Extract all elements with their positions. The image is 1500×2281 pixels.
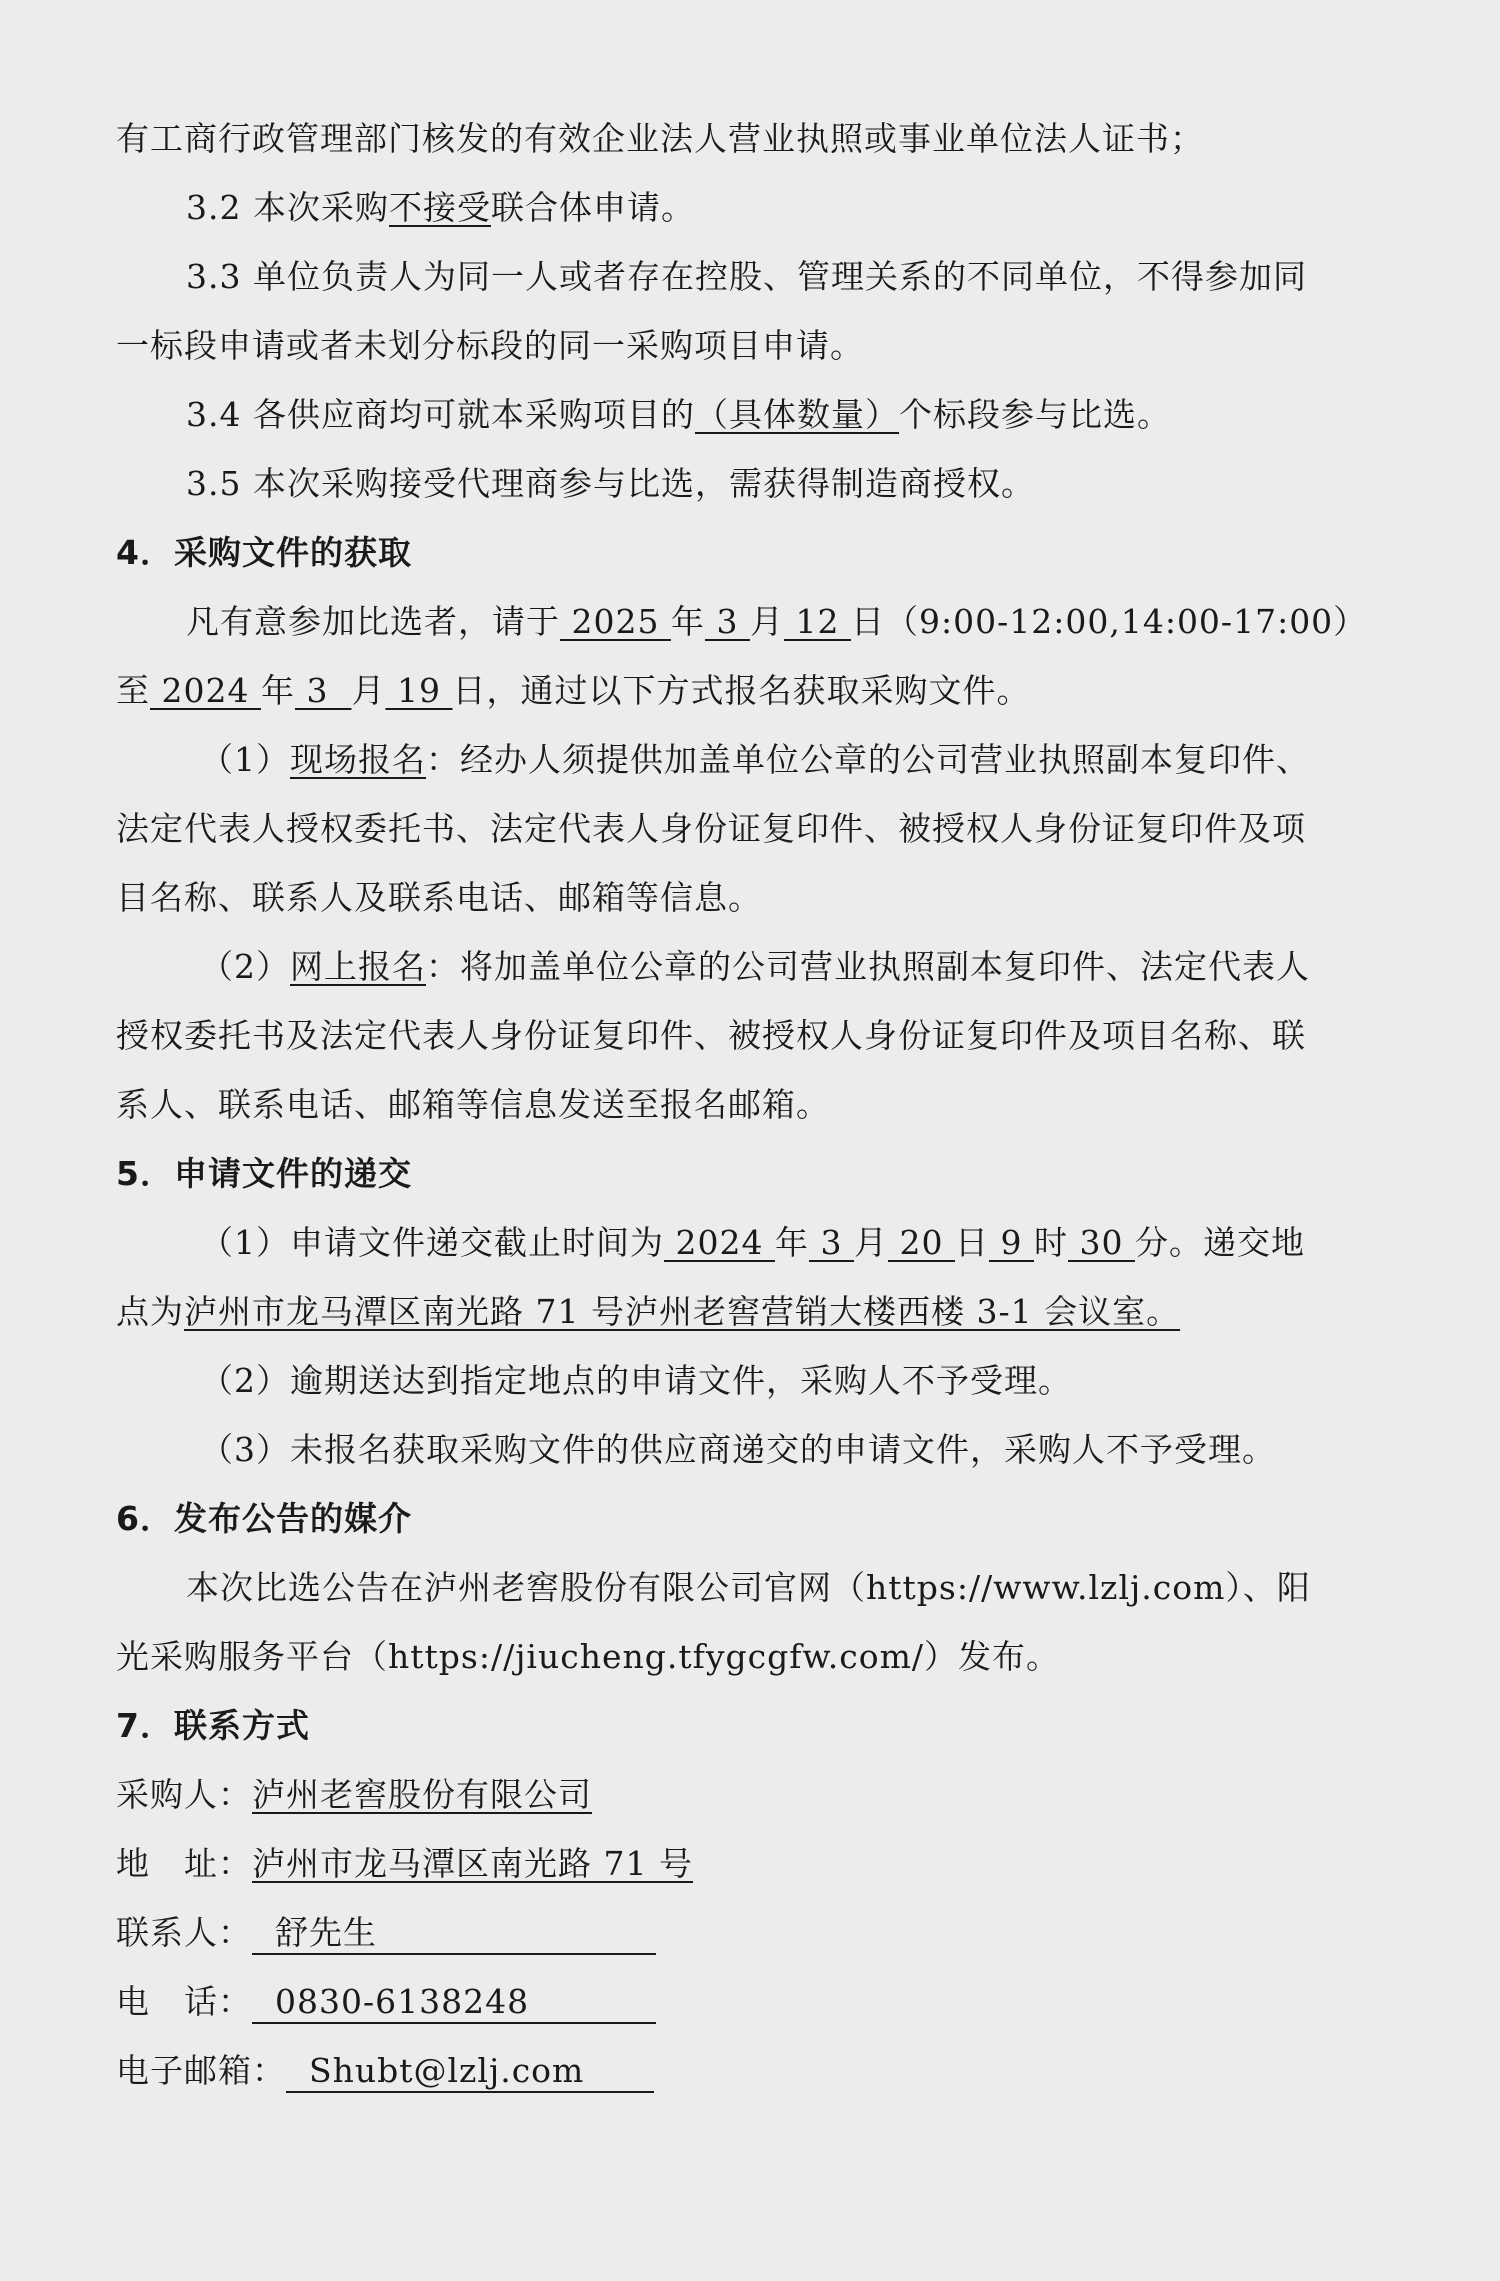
onsite-text: ：经办人须提供加盖单位公章的公司营业执照副本复印件、 [426, 740, 1310, 779]
clause-3-3-line1: 3.3 单位负责人为同一人或者存在控股、管理关系的不同单位，不得参加同 [186, 257, 1307, 296]
email-value: Shubt@lzlj.com [308, 2051, 585, 2090]
deadline-hour-unit: 时 [1033, 1223, 1068, 1262]
sec4-end-year [150, 671, 261, 710]
clause-3-4-text: 3.4 各供应商均可就本采购项目的 [186, 395, 695, 434]
phone-blank [252, 1982, 656, 2024]
section-5-unregistered: （3）未报名获取采购文件的供应商递交的申请文件，采购人不予受理。 [200, 1430, 1276, 1469]
contact-person-value: 舒先生 [274, 1913, 377, 1952]
sec4-l2-text: 至 [116, 671, 150, 710]
deadline-year [664, 1223, 775, 1262]
contact-address [116, 1829, 1386, 1898]
online-label: 网上报名 [290, 947, 426, 986]
onsite-registration-line3: 目名称、联系人及联系电话、邮箱等信息。 [116, 878, 762, 917]
deadline-day-value: 20 [899, 1223, 944, 1262]
sec4-end-day-value: 19 [396, 671, 441, 710]
sec4-end-month-unit: 月 [351, 671, 386, 710]
online-registration-line3: 系人、联系电话、邮箱等信息发送至报名邮箱。 [116, 1085, 830, 1124]
deadline-hour [989, 1223, 1034, 1262]
deadline-year-value: 2024 [675, 1223, 764, 1262]
deadline-tail: 分。递交地 [1134, 1223, 1305, 1262]
deadline-month-value: 3 [820, 1223, 843, 1262]
phone-value: 0830-6138248 [274, 1982, 530, 2021]
section-4-heading: 4．采购文件的获取 [116, 533, 412, 572]
clause-3-3-line2: 一标段申请或者未划分标段的同一采购项目申请。 [116, 326, 864, 365]
buyer-label: 采购人： [116, 1775, 252, 1814]
clause-3-2 [116, 173, 1386, 242]
location-prefix: 点为 [116, 1292, 184, 1331]
clause-3-4-underlined: （具体数量） [694, 395, 899, 434]
section-5-deadline-line2 [116, 1277, 1386, 1346]
phone-label: 电 话： [116, 1982, 252, 2021]
onsite-number: （1） [200, 740, 290, 779]
intro-line: 有工商行政管理部门核发的有效企业法人营业执照或事业单位法人证书； [116, 119, 1204, 158]
sec4-end-month-value: 3 [306, 671, 329, 710]
email-blank [286, 2051, 654, 2093]
sec4-start-day [784, 602, 851, 641]
clause-3-2-text: 3.2 本次采购 [186, 188, 389, 227]
section-6-line1: 本次比选公告在泸州老窖股份有限公司官网（https://www.lzlj.com）、阳 [186, 1568, 1311, 1607]
sec4-month-unit: 月 [749, 602, 784, 641]
sec4-start-day-value: 12 [795, 602, 840, 641]
deadline-minute [1068, 1223, 1135, 1262]
address-value: 泸州市龙马潭区南光路 71 号 [252, 1844, 693, 1883]
deadline-hour-value: 9 [1000, 1223, 1023, 1262]
contact-person-label: 联系人： [116, 1913, 252, 1952]
sec4-hours: 日（9:00-12:00,14:00-17:00） [850, 602, 1368, 641]
email-label: 电子邮箱： [116, 2051, 286, 2090]
sec4-end-month [295, 671, 351, 710]
section-5-heading: 5．申请文件的递交 [116, 1154, 412, 1193]
online-registration-line2: 授权委托书及法定代表人身份证复印件、被授权人身份证复印件及项目名称、联 [116, 1016, 1306, 1055]
deadline-minute-value: 30 [1079, 1223, 1124, 1262]
contact-buyer [116, 1760, 1386, 1829]
section-7-heading: 7．联系方式 [116, 1706, 310, 1745]
onsite-registration-line1 [116, 725, 1386, 794]
contact-phone [116, 1967, 1386, 2036]
buyer-value: 泸州老窖股份有限公司 [252, 1775, 592, 1814]
onsite-label: 现场报名 [290, 740, 426, 779]
sec4-start-year [560, 602, 671, 641]
online-text: ：将加盖单位公章的公司营业执照副本复印件、法定代表人 [426, 947, 1310, 986]
sec4-end-year-value: 2024 [161, 671, 250, 710]
sec4-l2-tail: 日，通过以下方式报名获取采购文件。 [452, 671, 1031, 710]
sec4-start-year-value: 2025 [571, 602, 660, 641]
submission-location: 泸州市龙马潭区南光路 71 号泸州老窖营销大楼西楼 3-1 会议室。 [184, 1292, 1181, 1331]
address-label: 地 址： [116, 1844, 252, 1883]
sec4-end-day [385, 671, 452, 710]
onsite-registration-line2: 法定代表人授权委托书、法定代表人身份证复印件、被授权人身份证复印件及项 [116, 809, 1306, 848]
sec4-year-unit: 年 [670, 602, 705, 641]
contact-person-blank [252, 1913, 656, 1955]
deadline-day-unit: 日 [954, 1223, 989, 1262]
section-6-heading: 6．发布公告的媒介 [116, 1499, 412, 1538]
section-4-line2 [116, 656, 1386, 725]
deadline-text: （1）申请文件递交截止时间为 [200, 1223, 664, 1262]
section-5-late-submission: （2）逾期送达到指定地点的申请文件，采购人不予受理。 [200, 1361, 1072, 1400]
online-number: （2） [200, 947, 290, 986]
sec4-start-month [705, 602, 750, 641]
sec4-l1-text: 凡有意参加比选者，请于 [186, 602, 560, 641]
deadline-day [888, 1223, 955, 1262]
contact-person [116, 1898, 1386, 1967]
section-4-line1 [116, 587, 1386, 656]
sec4-start-month-value: 3 [716, 602, 739, 641]
contact-email [116, 2036, 1386, 2105]
clause-3-4 [116, 380, 1386, 449]
deadline-year-unit: 年 [774, 1223, 809, 1262]
clause-3-5: 3.5 本次采购接受代理商参与比选，需获得制造商授权。 [186, 464, 1035, 503]
deadline-month-unit: 月 [853, 1223, 888, 1262]
clause-3-4-tail: 个标段参与比选。 [898, 395, 1171, 434]
sec4-end-year-unit: 年 [260, 671, 295, 710]
section-5-deadline-line1 [116, 1208, 1386, 1277]
clause-3-2-underlined: 不接受 [388, 188, 491, 227]
clause-3-2-tail: 联合体申请。 [490, 188, 695, 227]
online-registration-line1 [116, 932, 1386, 1001]
section-6-line2: 光采购服务平台（https://jiucheng.tfygcgfw.com/）发布。 [116, 1637, 1061, 1676]
deadline-month [809, 1223, 854, 1262]
